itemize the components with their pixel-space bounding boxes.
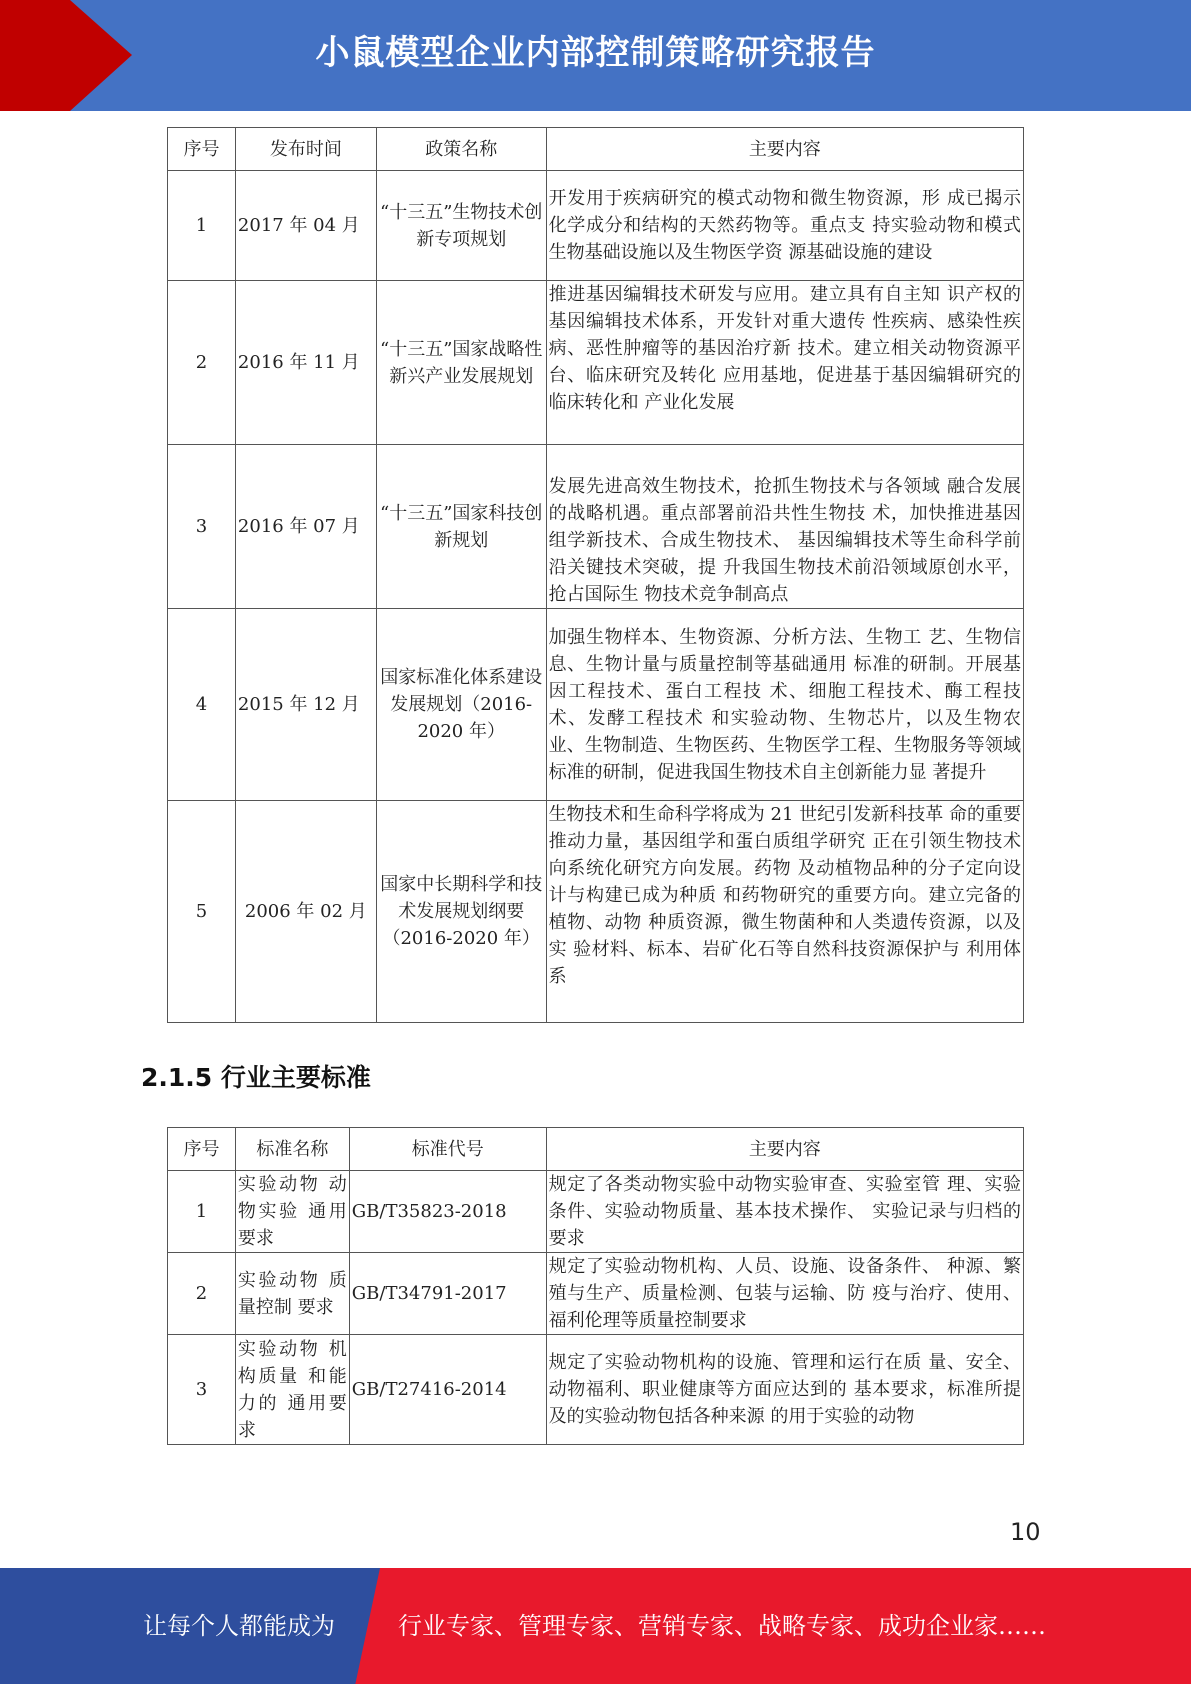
row-no: 1 [168,1171,236,1253]
header-no: 序号 [168,128,236,171]
header-no: 序号 [168,1128,236,1171]
row-content: 规定了实验动物机构、人员、设施、设备条件、 种源、繁殖与生产、质量检测、包装与运输、防 疫与治疗、使用、福利伦理等质量控制要求 [546,1253,1023,1335]
row-no: 5 [168,801,236,1023]
row-content: 开发用于疾病研究的模式动物和微生物资源，形 成已揭示化学成分和结构的天然药物等。重点支 持实验动物和模式生物基础设施以及生物医学资 源基础设施的建设 [546,171,1023,281]
table-row [168,281,1024,445]
table-row [168,801,1024,1023]
row-standard-name: 实验动物 动物实验 通用要求 [235,1171,349,1253]
row-content: 推进基因编辑技术研发与应用。建立具有自主知 识产权的基因编辑技术体系，开发针对重大遗传 性疾病、感染性疾病、恶性肿瘤等的基因治疗新 技术。建立相关动物资源平台、临床研究及转化 应用基地，促进基于基因编辑研究的临床转化和 产业化发展 [546,281,1023,445]
row-policy-name: “十三五”国家战略性新兴产业发展规划 [376,281,546,445]
row-content: 生物技术和生命科学将成为 21 世纪引发新科技革 命的重要推动力量，基因组学和蛋白质组学研究 正在引领生物技术向系统化研究方向发展。药物 及动植物品种的分子定向设计与构建已成为种质 和药物研究的重要方向。建立完备的植物、动物 种质资源，微生物菌种和人类遗传资源，以及实 验材料、标本、岩矿化石等自然科技资源保护与 利用体系 [546,801,1023,1023]
table-row [168,609,1024,801]
row-standard-code: GB/T35823-2018 [349,1171,546,1253]
table-row [168,445,1024,609]
table-header-row [168,128,1024,171]
header-banner [0,0,1191,111]
row-no: 1 [168,171,236,281]
row-policy-name: “十三五”国家科技创新规划 [376,445,546,609]
header-content: 主要内容 [546,128,1023,171]
table-row [168,171,1024,281]
row-standard-name: 实验动物 机构质量 和能力的 通用要求 [235,1335,349,1445]
row-no: 4 [168,609,236,801]
row-content: 加强生物样本、生物资源、分析方法、生物工 艺、生物信息、生物计量与质量控制等基础通用 标准的研制。开展基因工程技术、蛋白工程技 术、细胞工程技术、酶工程技术、发酵工程技术 和实验动物、生物芯片，以及生物农业、生物制造、生物医药、生物医学工程、生物服务等领域 标准的研制，促进我国生物技术自主创新能力显 著提升 [546,609,1023,801]
table-row [168,1253,1024,1335]
row-no: 3 [168,1335,236,1445]
row-date: 2015 年 12 月 [235,609,376,801]
footer-slogan-right: 行业专家、管理专家、营销专家、战略专家、成功企业家…… [398,1612,1046,1640]
standards-table [167,1127,1024,1445]
row-date: 2016 年 11 月 [235,281,376,445]
header-standard-name: 标准名称 [235,1128,349,1171]
row-policy-name: 国家标准化体系建设发展规划（2016-2020 年） [376,609,546,801]
row-standard-code: GB/T27416-2014 [349,1335,546,1445]
row-policy-name: 国家中长期科学和技术发展规划纲要 （2016-2020 年） [376,801,546,1023]
report-title: 小鼠模型企业内部控制策略研究报告 [315,33,876,73]
policy-table [167,127,1024,1023]
header-date: 发布时间 [235,128,376,171]
row-standard-code: GB/T34791-2017 [349,1253,546,1335]
row-policy-name: “十三五”生物技术创新专项规划 [376,171,546,281]
row-content: 发展先进高效生物技术，抢抓生物技术与各领域 融合发展的战略机遇。重点部署前沿共性生物技 术，加快推进基因组学新技术、合成生物技术、 基因编辑技术等生命科学前沿关键技术突破，提 升我国生物技术前沿领域原创水平，抢占国际生 物技术竞争制高点 [546,445,1023,609]
footer-slogan-left: 让每个人都能成为 [143,1612,335,1640]
header-policy-name: 政策名称 [376,128,546,171]
row-date: 2017 年 04 月 [235,171,376,281]
header-content: 主要内容 [546,1128,1023,1171]
row-no: 3 [168,445,236,609]
row-content: 规定了各类动物实验中动物实验审查、实验室管 理、实验条件、实验动物质量、基本技术操作、 实验记录与归档的要求 [546,1171,1023,1253]
row-content: 规定了实验动物机构的设施、管理和运行在质 量、安全、动物福利、职业健康等方面应达到的 基本要求，标准所提及的实验动物包括各种来源 的用于实验的动物 [546,1335,1023,1445]
table-header-row [168,1128,1024,1171]
table-row [168,1171,1024,1253]
section-heading: 2.1.5 行业主要标准 [141,1063,371,1092]
row-date: 2006 年 02 月 [235,801,376,1023]
page-number: 10 [1010,1518,1041,1546]
table-row [168,1335,1024,1445]
header-standard-code: 标准代号 [349,1128,546,1171]
row-standard-name: 实验动物 质量控制 要求 [235,1253,349,1335]
footer-banner [0,1568,1191,1684]
row-no: 2 [168,281,236,445]
row-no: 2 [168,1253,236,1335]
row-date: 2016 年 07 月 [235,445,376,609]
